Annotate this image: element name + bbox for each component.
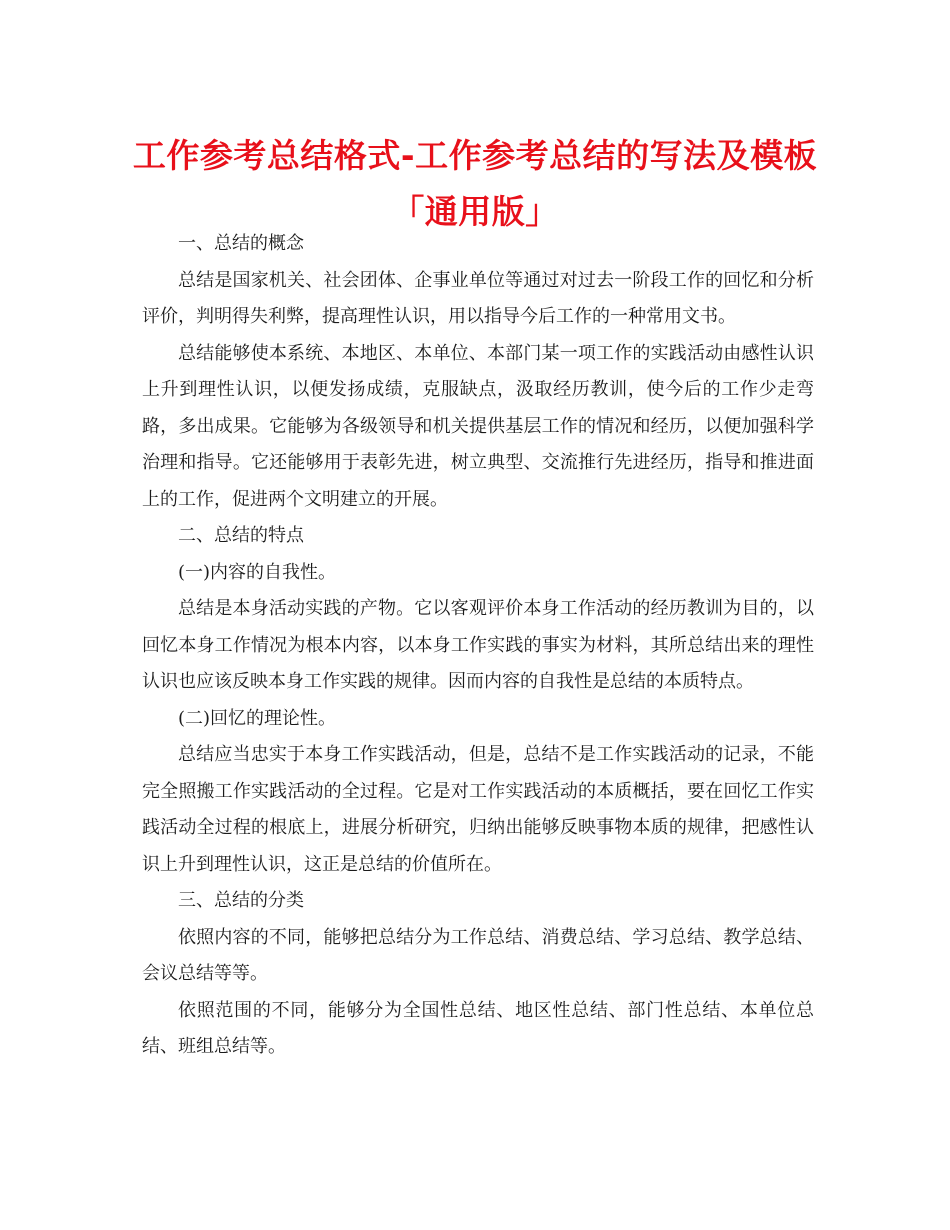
document-body <box>142 226 814 1066</box>
paragraph: 依照内容的不同，能够把总结分为工作总结、消费总结、学习总结、教学总结、会议总结等等。 <box>142 926 814 984</box>
section-heading-classification: 三、总结的分类 <box>178 890 304 911</box>
paragraph: 总结能够使本系统、本地区、本单位、本部门某一项工作的实践活动由感性认识上升到理性认识，以便发扬成绩，克服缺点，汲取经历教训，使今后的工作少走弯路，多出成果。它能够为各级领导和机关提供基层工作的情况和经历，以便加强科学治理和指导。它还能够用于表彰先进，树立典型、交流推行先进经历，指导和推进面上的工作，促进两个文明建立的开展。 <box>142 342 814 510</box>
paragraph: 总结应当忠实于本身工作实践活动，但是，总结不是工作实践活动的记录，不能完全照搬工作实践活动的全过程。它是对工作实践活动的本质概括，要在回忆工作实践活动全过程的根底上，进展分析研究，归纳出能够反映事物本质的规律，把感性认识上升到理性认识，这正是总结的价值所在。 <box>142 744 814 875</box>
subheading: (一)内容的自我性。 <box>178 561 337 583</box>
paragraph: 依照范围的不同，能够分为全国性总结、地区性总结、部门性总结、本单位总结、班组总结等。 <box>142 999 814 1057</box>
section-heading-features: 二、总结的特点 <box>178 525 304 546</box>
paragraph: 总结是本身活动实践的产物。它以客观评价本身工作活动的经历教训为目的，以回忆本身工作情况为根本内容，以本身工作实践的事实为材料，其所总结出来的理性认识也应该反映本身工作实践的规律。因而内容的自我性是总结的本质特点。 <box>142 598 814 692</box>
document-title-line2: 「通用版」 <box>391 192 559 231</box>
subheading: (二)回忆的理论性。 <box>178 707 337 729</box>
document-title-line1: 工作参考总结格式-工作参考总结的写法及模板 <box>132 136 818 175</box>
paragraph: 总结是国家机关、社会团体、企事业单位等通过对过去一阶段工作的回忆和分析评价，判明得失利弊，提高理性认识，用以指导今后工作的一种常用文书。 <box>142 269 814 327</box>
section-heading-concept: 一、总结的概念 <box>178 233 304 254</box>
